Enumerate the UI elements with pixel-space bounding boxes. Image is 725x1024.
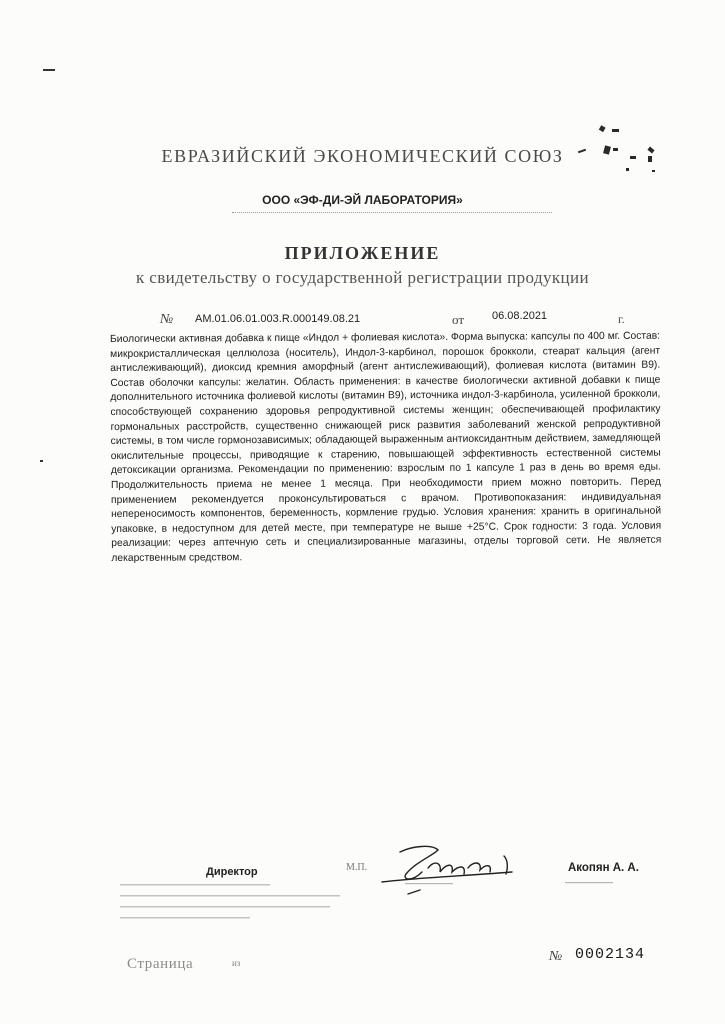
document-heading: ПРИЛОЖЕНИЕ	[284, 243, 441, 263]
union-name: ЕВРАЗИЙСКИЙ ЭКОНОМИЧЕСКИЙ СОЮЗ	[161, 146, 564, 166]
serial-number: 0002134	[575, 946, 646, 963]
date-label: от	[452, 312, 465, 327]
company-name: ООО «ЭФ-ДИ-ЭЙ ЛАБОРАТОРИЯ»	[262, 193, 463, 207]
signer-name: Акопян А. А.	[568, 862, 639, 874]
signature-caption	[405, 880, 455, 890]
registration-date: 06.08.2021	[492, 310, 548, 322]
year-suffix: г.	[618, 312, 625, 326]
margin-mark	[43, 69, 55, 71]
margin-mark	[40, 460, 43, 462]
company-underline	[232, 212, 552, 213]
serial-number-label: №	[549, 949, 563, 964]
name-caption	[565, 879, 615, 889]
signer-caption-lines	[120, 880, 350, 933]
signer-position: Директор	[206, 866, 258, 878]
product-description: Биологически активная добавка к пище «Индол + фолиевая кислота». Форма выпуска: капсулы по 400 мг. Состав: микрокристаллическая целлюлоза (носитель), Индол-3-карбинол, порошок брокколи, стеарат кальция (агент антислеживающий), диоксид кремния аморфный (агент антислеживающий), фолиевая кислота (витамин В9). Состав оболочки капсулы: желатин. Область применения: в качестве биологически активной добавки к пище дополнительного источника фолиевой кислоты (витамин В9), источника индол-3-карбинола, усиленной брокколи, способствующей сохранению здоровья репродуктивной системы женщин; обеспечивающей профилактику гормональных расстройств, существенно снижающей риск развития заболеваний женской репродуктивной системы, в том числе гормонозависимых; обладающей выраженным антиоксидантным действием, замедляющей окислительные процессы, приводящие к старению, повышающей эффективность естественной системы детоксикации организма. Рекомендации по применению: взрослым по 1 капсуле 1 раз в день во время еды. Продолжительность приема не менее 1 месяца. При необходимости прием можно повторить. Перед применением рекомендуется проконсультироваться с врачом. Противопоказания: индивидуальная непереносимость компонентов, беременность, кормление грудью. Условия хранения: хранить в оригинальной упаковке, в недоступном для детей месте, при температуре не выше +25°С. Срок годности: 3 года. Условия реализации: через аптечную сеть и специализированные магазины, отделы торговой сети. Не является лекарственным средством.	[110, 330, 662, 564]
page-label: Страница	[127, 956, 194, 972]
registration-number-label: №	[160, 312, 174, 327]
page-counter: из	[232, 958, 241, 968]
emblem-icon	[568, 118, 668, 188]
stamp-place-label: М.П.	[346, 862, 368, 873]
registration-number: AM.01.06.01.003.R.000149.08.21	[195, 313, 361, 325]
document-subheading: к свидетельству о государственной регистрации продукции	[135, 268, 590, 287]
